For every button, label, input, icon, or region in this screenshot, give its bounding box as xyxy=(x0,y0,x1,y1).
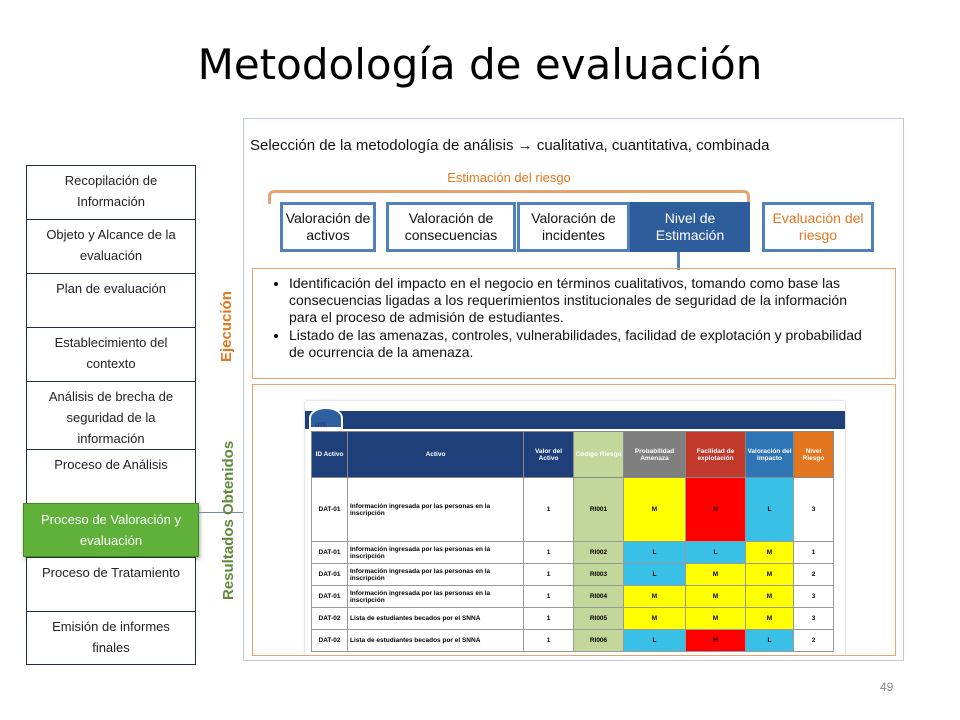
table-cell: Información ingresada por las personas en la inscripción xyxy=(348,564,524,586)
table-cell: M xyxy=(746,608,794,630)
table-cell: L xyxy=(624,630,686,652)
table-cell: DAT-01 xyxy=(312,478,348,542)
table-cell: RI002 xyxy=(574,542,624,564)
table-cell: M xyxy=(746,586,794,608)
table-cell: 3 xyxy=(794,608,834,630)
col-nivel: Nivel Riesgo xyxy=(794,432,834,478)
table-cell: 2 xyxy=(794,630,834,652)
table-row xyxy=(312,630,834,652)
table-cell: L xyxy=(624,542,686,564)
table-cell: Información ingresada por las personas en la inscripción xyxy=(348,542,524,564)
box-valoracion-activos: Valoración de activos xyxy=(280,202,376,252)
table-cell: L xyxy=(624,564,686,586)
table-cell: L xyxy=(746,630,794,652)
col-probabilidad: Probabilidad Amenaza xyxy=(624,432,686,478)
col-impacto: Valoración del impacto xyxy=(746,432,794,478)
col-codigo: Código Riesgo xyxy=(574,432,624,478)
table-cell: M xyxy=(686,564,746,586)
table-cell: Lista de estudiantes becados por el SNNA xyxy=(348,608,524,630)
col-facilidad: Facilidad de explotación xyxy=(686,432,746,478)
step-brecha[interactable]: Análisis de brecha de seguridad de la información xyxy=(26,381,196,449)
table-cell: M xyxy=(746,564,794,586)
table-row xyxy=(312,478,834,542)
table-cell: 1 xyxy=(524,564,574,586)
ejecucion-label: Ejecución xyxy=(218,291,235,362)
table-row xyxy=(312,586,834,608)
table-cell: H xyxy=(686,478,746,542)
logo-text: UTE xyxy=(315,423,327,429)
table-cell: M xyxy=(686,586,746,608)
table-cell: M xyxy=(624,586,686,608)
col-id: ID Activo xyxy=(312,432,348,478)
step-analisis[interactable]: Proceso de Análisis xyxy=(26,449,196,503)
table-cell: 1 xyxy=(524,478,574,542)
table-cell: 1 xyxy=(524,630,574,652)
table-cell: RI005 xyxy=(574,608,624,630)
table-cell: RI004 xyxy=(574,586,624,608)
table-cell: 3 xyxy=(794,586,834,608)
results-panel xyxy=(252,384,896,656)
risk-table xyxy=(311,431,834,652)
table-cell: M xyxy=(746,542,794,564)
page-title: Metodología de evaluación xyxy=(197,40,763,89)
table-cell: DAT-01 xyxy=(312,564,348,586)
selection-text: Selección de la metodología de análisis → cualitativa, cuantitativa, combinada xyxy=(250,137,770,154)
table-cell: RI006 xyxy=(574,630,624,652)
table-row xyxy=(312,564,834,586)
step-informes[interactable]: Emisión de informes finales xyxy=(26,611,196,665)
table-cell: RI001 xyxy=(574,478,624,542)
table-cell: DAT-01 xyxy=(312,586,348,608)
box-valoracion-incidentes: Valoración de incidentes xyxy=(517,202,630,252)
table-cell: M xyxy=(624,478,686,542)
step-valoracion-active[interactable]: Proceso de Valoración y evaluación xyxy=(23,503,199,557)
table-cell: 1 xyxy=(524,608,574,630)
risk-spreadsheet xyxy=(305,401,845,656)
sheet-header-band xyxy=(305,411,845,429)
table-cell: Información ingresada por las personas en la inscripción xyxy=(348,478,524,542)
resultados-label: Resultados Obtenidos xyxy=(220,440,237,600)
step-tratamiento[interactable]: Proceso de Tratamiento xyxy=(26,557,196,611)
bullet-panel xyxy=(252,268,896,379)
col-valor: Valor del Activo xyxy=(524,432,574,478)
box-nivel-estimacion: Nivel de Estimación xyxy=(630,202,750,252)
table-cell: H xyxy=(686,630,746,652)
table-cell: 1 xyxy=(524,542,574,564)
col-activo: Activo xyxy=(348,432,524,478)
step-objeto-alcance[interactable]: Objeto y Alcance de la evaluación xyxy=(26,219,196,273)
step-contexto[interactable]: Establecimiento del contexto xyxy=(26,327,196,381)
page-number: 49 xyxy=(880,680,894,694)
table-cell: L xyxy=(746,478,794,542)
table-cell: L xyxy=(686,542,746,564)
step-recopilacion[interactable]: Recopilación de Información xyxy=(26,165,196,219)
process-steps xyxy=(26,165,196,665)
table-cell: 3 xyxy=(794,478,834,542)
table-row xyxy=(312,542,834,564)
table-cell: 2 xyxy=(794,564,834,586)
table-row xyxy=(312,608,834,630)
table-cell: M xyxy=(686,608,746,630)
table-cell: M xyxy=(624,608,686,630)
step-plan[interactable]: Plan de evaluación xyxy=(26,273,196,327)
estimation-label: Estimación del riesgo xyxy=(447,170,571,185)
bullet-item: • Identificación del impacto en el negocio en términos cualitativos, tomando como base las consecuencias ligadas a los requerimientos institucionales de seguridad de la información para el proceso de admisión de estudiantes. xyxy=(289,275,875,326)
table-cell: RI003 xyxy=(574,564,624,586)
table-cell: Información ingresada por las personas en la inscripción xyxy=(348,586,524,608)
table-cell: 1 xyxy=(794,542,834,564)
table-cell: DAT-02 xyxy=(312,608,348,630)
table-cell: 1 xyxy=(524,586,574,608)
box-valoracion-consecuencias: Valoración de consecuencias xyxy=(386,202,516,252)
table-cell: Lista de estudiantes becados por el SNNA xyxy=(348,630,524,652)
table-cell: DAT-02 xyxy=(312,630,348,652)
bullet-item: • Listado de las amenazas, controles, vulnerabilidades, facilidad de explotación y probabilidad de ocurrencia de la amenaza. xyxy=(289,327,875,361)
box-evaluacion-riesgo: Evaluación del riesgo xyxy=(762,202,874,252)
table-cell: DAT-01 xyxy=(312,542,348,564)
